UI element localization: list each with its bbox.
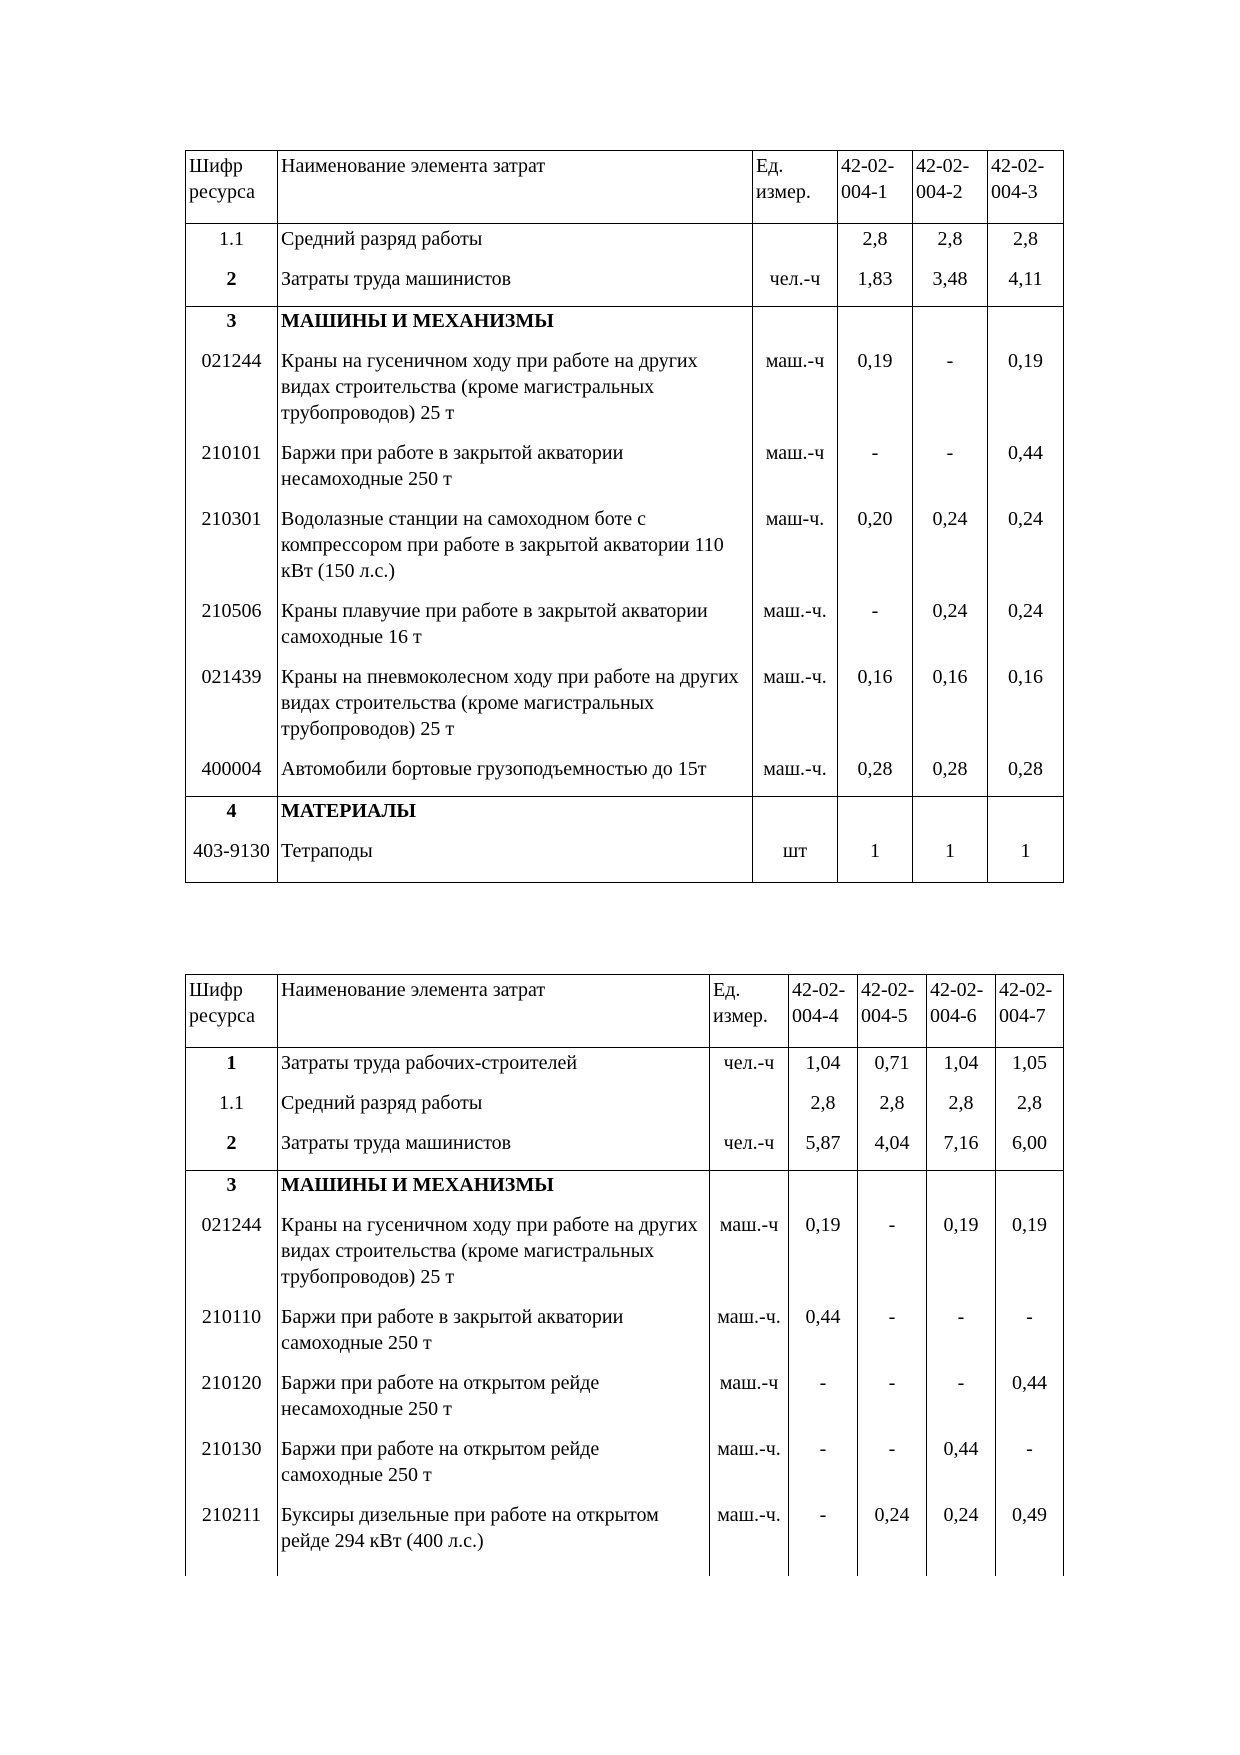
norm-value: - bbox=[858, 1370, 927, 1436]
unit: чел.-ч bbox=[710, 1048, 789, 1091]
norm-value: 0,24 bbox=[927, 1502, 996, 1576]
norm-value: 0,44 bbox=[927, 1436, 996, 1502]
unit: чел.-ч bbox=[710, 1130, 789, 1171]
table-row bbox=[186, 506, 1064, 598]
header-norm-code: 42-02-004-6 bbox=[927, 975, 996, 1048]
cost-element-name: Краны плавучие при работе в закрытой акватории самоходные 16 т bbox=[278, 598, 753, 664]
unit bbox=[753, 307, 838, 349]
norm-value: 0,19 bbox=[838, 348, 913, 440]
cost-element-name: Краны на пневмоколесном ходу при работе на других видах строительства (кроме магистральных трубопроводов) 25 т bbox=[278, 664, 753, 756]
cost-element-name: Краны на гусеничном ходу при работе на других видах строительства (кроме магистральных трубопроводов) 25 т bbox=[278, 1212, 710, 1304]
header-unit: Ед. измер. bbox=[710, 975, 789, 1048]
resource-code: 1.1 bbox=[186, 1090, 278, 1130]
header-norm-code: 42-02-004-3 bbox=[988, 151, 1064, 224]
cost-element-name: Баржи при работе на открытом рейде несамоходные 250 т bbox=[278, 1370, 710, 1436]
cost-element-name: Средний разряд работы bbox=[278, 224, 753, 267]
header-norm-code: 42-02-004-5 bbox=[858, 975, 927, 1048]
table-row bbox=[186, 756, 1064, 797]
norm-value: - bbox=[789, 1502, 858, 1576]
unit: шт bbox=[753, 838, 838, 883]
norm-value: - bbox=[858, 1304, 927, 1370]
unit: маш.-ч. bbox=[753, 756, 838, 797]
norm-value: 1,04 bbox=[789, 1048, 858, 1091]
header-norm-code: 42-02-004-4 bbox=[789, 975, 858, 1048]
table-row bbox=[186, 307, 1064, 349]
norm-value: 0,24 bbox=[913, 506, 988, 598]
unit: маш-ч. bbox=[753, 506, 838, 598]
table-row bbox=[186, 1370, 1064, 1436]
cost-element-name: Тетраподы bbox=[278, 838, 753, 883]
cost-element-name: Затраты труда машинистов bbox=[278, 1130, 710, 1171]
resource-code: 1 bbox=[186, 1048, 278, 1091]
norm-value bbox=[988, 307, 1064, 349]
norm-value bbox=[789, 1171, 858, 1213]
table-header-row bbox=[186, 975, 1064, 1048]
unit: маш.-ч bbox=[753, 348, 838, 440]
unit bbox=[710, 1090, 789, 1130]
table-row bbox=[186, 266, 1064, 307]
unit bbox=[753, 224, 838, 267]
cost-element-name: Баржи при работе на открытом рейде самоходные 250 т bbox=[278, 1436, 710, 1502]
unit: чел.-ч bbox=[753, 266, 838, 307]
norm-value: - bbox=[996, 1436, 1064, 1502]
norm-value bbox=[913, 307, 988, 349]
norm-value: 0,71 bbox=[858, 1048, 927, 1091]
cost-element-name: Затраты труда рабочих-строителей bbox=[278, 1048, 710, 1091]
norm-value bbox=[988, 797, 1064, 839]
norm-value: 3,48 bbox=[913, 266, 988, 307]
resource-code: 210120 bbox=[186, 1370, 278, 1436]
norm-value: 1,83 bbox=[838, 266, 913, 307]
table-row bbox=[186, 348, 1064, 440]
header-unit: Ед. измер. bbox=[753, 151, 838, 224]
table-row bbox=[186, 598, 1064, 664]
resource-code: 210211 bbox=[186, 1502, 278, 1576]
norm-value: 4,11 bbox=[988, 266, 1064, 307]
resource-code: 2 bbox=[186, 266, 278, 307]
table-row bbox=[186, 1436, 1064, 1502]
norm-value bbox=[858, 1171, 927, 1213]
cost-element-name: Затраты труда машинистов bbox=[278, 266, 753, 307]
table-row bbox=[186, 797, 1064, 839]
norm-value: 0,16 bbox=[838, 664, 913, 756]
header-resource-code: Шифр ресурса bbox=[186, 975, 278, 1048]
cost-element-name: Водолазные станции на самоходном боте с компрессором при работе в закрытой акватории 110 кВт (150 л.с.) bbox=[278, 506, 753, 598]
unit: маш.-ч. bbox=[710, 1502, 789, 1576]
resource-code: 3 bbox=[186, 307, 278, 349]
resource-code: 403-9130 bbox=[186, 838, 278, 883]
norm-value: 0,19 bbox=[996, 1212, 1064, 1304]
norm-value: - bbox=[858, 1436, 927, 1502]
norm-value: 0,19 bbox=[988, 348, 1064, 440]
cost-element-name: Баржи при работе в закрытой акватории самоходные 250 т bbox=[278, 1304, 710, 1370]
table-row bbox=[186, 838, 1064, 883]
norm-value: 0,49 bbox=[996, 1502, 1064, 1576]
resource-table-2 bbox=[185, 974, 1064, 1576]
table-row bbox=[186, 1171, 1064, 1213]
norm-value: 2,8 bbox=[996, 1090, 1064, 1130]
norm-value bbox=[913, 797, 988, 839]
norm-value: 1,05 bbox=[996, 1048, 1064, 1091]
norm-value: 0,28 bbox=[838, 756, 913, 797]
norm-value: 0,20 bbox=[838, 506, 913, 598]
header-cost-element-name: Наименование элемента затрат bbox=[278, 975, 710, 1048]
norm-value: 2,8 bbox=[913, 224, 988, 267]
table-row bbox=[186, 1130, 1064, 1171]
table-row bbox=[186, 1502, 1064, 1576]
norm-value: 1 bbox=[988, 838, 1064, 883]
norm-value: - bbox=[913, 440, 988, 506]
norm-value: 2,8 bbox=[988, 224, 1064, 267]
norm-value: 5,87 bbox=[789, 1130, 858, 1171]
cost-element-name: МАШИНЫ И МЕХАНИЗМЫ bbox=[278, 1171, 710, 1213]
norm-value: 2,8 bbox=[927, 1090, 996, 1130]
norm-value: 0,24 bbox=[988, 506, 1064, 598]
norm-value: 0,44 bbox=[996, 1370, 1064, 1436]
resource-code: 400004 bbox=[186, 756, 278, 797]
norm-value: 2,8 bbox=[858, 1090, 927, 1130]
resource-code: 1.1 bbox=[186, 224, 278, 267]
resource-code: 021244 bbox=[186, 348, 278, 440]
norm-value: 0,24 bbox=[988, 598, 1064, 664]
cost-element-name: МАШИНЫ И МЕХАНИЗМЫ bbox=[278, 307, 753, 349]
norm-value bbox=[996, 1171, 1064, 1213]
table-row bbox=[186, 224, 1064, 267]
table-row bbox=[186, 1048, 1064, 1091]
resource-code: 210130 bbox=[186, 1436, 278, 1502]
norm-value: 2,8 bbox=[838, 224, 913, 267]
norm-value: 0,44 bbox=[789, 1304, 858, 1370]
norm-value: 1,04 bbox=[927, 1048, 996, 1091]
norm-value: - bbox=[858, 1212, 927, 1304]
unit bbox=[753, 797, 838, 839]
norm-value: - bbox=[838, 440, 913, 506]
table-row bbox=[186, 664, 1064, 756]
cost-element-name: Баржи при работе в закрытой акватории несамоходные 250 т bbox=[278, 440, 753, 506]
norm-value: - bbox=[913, 348, 988, 440]
norm-value: 4,04 bbox=[858, 1130, 927, 1171]
norm-value: 0,16 bbox=[913, 664, 988, 756]
norm-value: 0,44 bbox=[988, 440, 1064, 506]
norm-value: 0,24 bbox=[858, 1502, 927, 1576]
unit: маш.-ч. bbox=[710, 1304, 789, 1370]
norm-value: 0,28 bbox=[988, 756, 1064, 797]
header-norm-code: 42-02-004-7 bbox=[996, 975, 1064, 1048]
unit: маш.-ч. bbox=[753, 598, 838, 664]
cost-element-name: Автомобили бортовые грузоподъемностью до 15т bbox=[278, 756, 753, 797]
norm-value: - bbox=[927, 1304, 996, 1370]
norm-value: - bbox=[789, 1436, 858, 1502]
unit: маш.-ч. bbox=[753, 664, 838, 756]
norm-value: 0,28 bbox=[913, 756, 988, 797]
norm-value: 1 bbox=[838, 838, 913, 883]
resource-code: 210506 bbox=[186, 598, 278, 664]
resource-code: 210301 bbox=[186, 506, 278, 598]
norm-value: 1 bbox=[913, 838, 988, 883]
resource-code: 210110 bbox=[186, 1304, 278, 1370]
resource-code: 3 bbox=[186, 1171, 278, 1213]
unit: маш.-ч bbox=[753, 440, 838, 506]
norm-value: 0,19 bbox=[927, 1212, 996, 1304]
cost-element-name: Средний разряд работы bbox=[278, 1090, 710, 1130]
resource-table-1 bbox=[185, 150, 1064, 883]
unit: маш.-ч bbox=[710, 1212, 789, 1304]
table-row bbox=[186, 1304, 1064, 1370]
header-resource-code: Шифр ресурса bbox=[186, 151, 278, 224]
norm-value: - bbox=[927, 1370, 996, 1436]
norm-value: 0,19 bbox=[789, 1212, 858, 1304]
norm-value bbox=[838, 307, 913, 349]
norm-value: 0,24 bbox=[913, 598, 988, 664]
table-row bbox=[186, 1212, 1064, 1304]
norm-value: - bbox=[996, 1304, 1064, 1370]
header-norm-code: 42-02-004-2 bbox=[913, 151, 988, 224]
resource-code: 210101 bbox=[186, 440, 278, 506]
resource-code: 2 bbox=[186, 1130, 278, 1171]
header-norm-code: 42-02-004-1 bbox=[838, 151, 913, 224]
unit: маш.-ч. bbox=[710, 1436, 789, 1502]
unit bbox=[710, 1171, 789, 1213]
unit: маш.-ч bbox=[710, 1370, 789, 1436]
resource-code: 4 bbox=[186, 797, 278, 839]
norm-value bbox=[927, 1171, 996, 1213]
table-row bbox=[186, 440, 1064, 506]
resource-code: 021439 bbox=[186, 664, 278, 756]
cost-element-name: МАТЕРИАЛЫ bbox=[278, 797, 753, 839]
norm-value: 2,8 bbox=[789, 1090, 858, 1130]
table-header-row bbox=[186, 151, 1064, 224]
norm-value: 0,16 bbox=[988, 664, 1064, 756]
cost-element-name: Краны на гусеничном ходу при работе на других видах строительства (кроме магистральных трубопроводов) 25 т bbox=[278, 348, 753, 440]
cost-element-name: Буксиры дизельные при работе на открытом рейде 294 кВт (400 л.с.) bbox=[278, 1502, 710, 1576]
norm-value: - bbox=[838, 598, 913, 664]
table-row bbox=[186, 1090, 1064, 1130]
norm-value: 6,00 bbox=[996, 1130, 1064, 1171]
resource-code: 021244 bbox=[186, 1212, 278, 1304]
norm-value: 7,16 bbox=[927, 1130, 996, 1171]
norm-value bbox=[838, 797, 913, 839]
header-cost-element-name: Наименование элемента затрат bbox=[278, 151, 753, 224]
norm-value: - bbox=[789, 1370, 858, 1436]
